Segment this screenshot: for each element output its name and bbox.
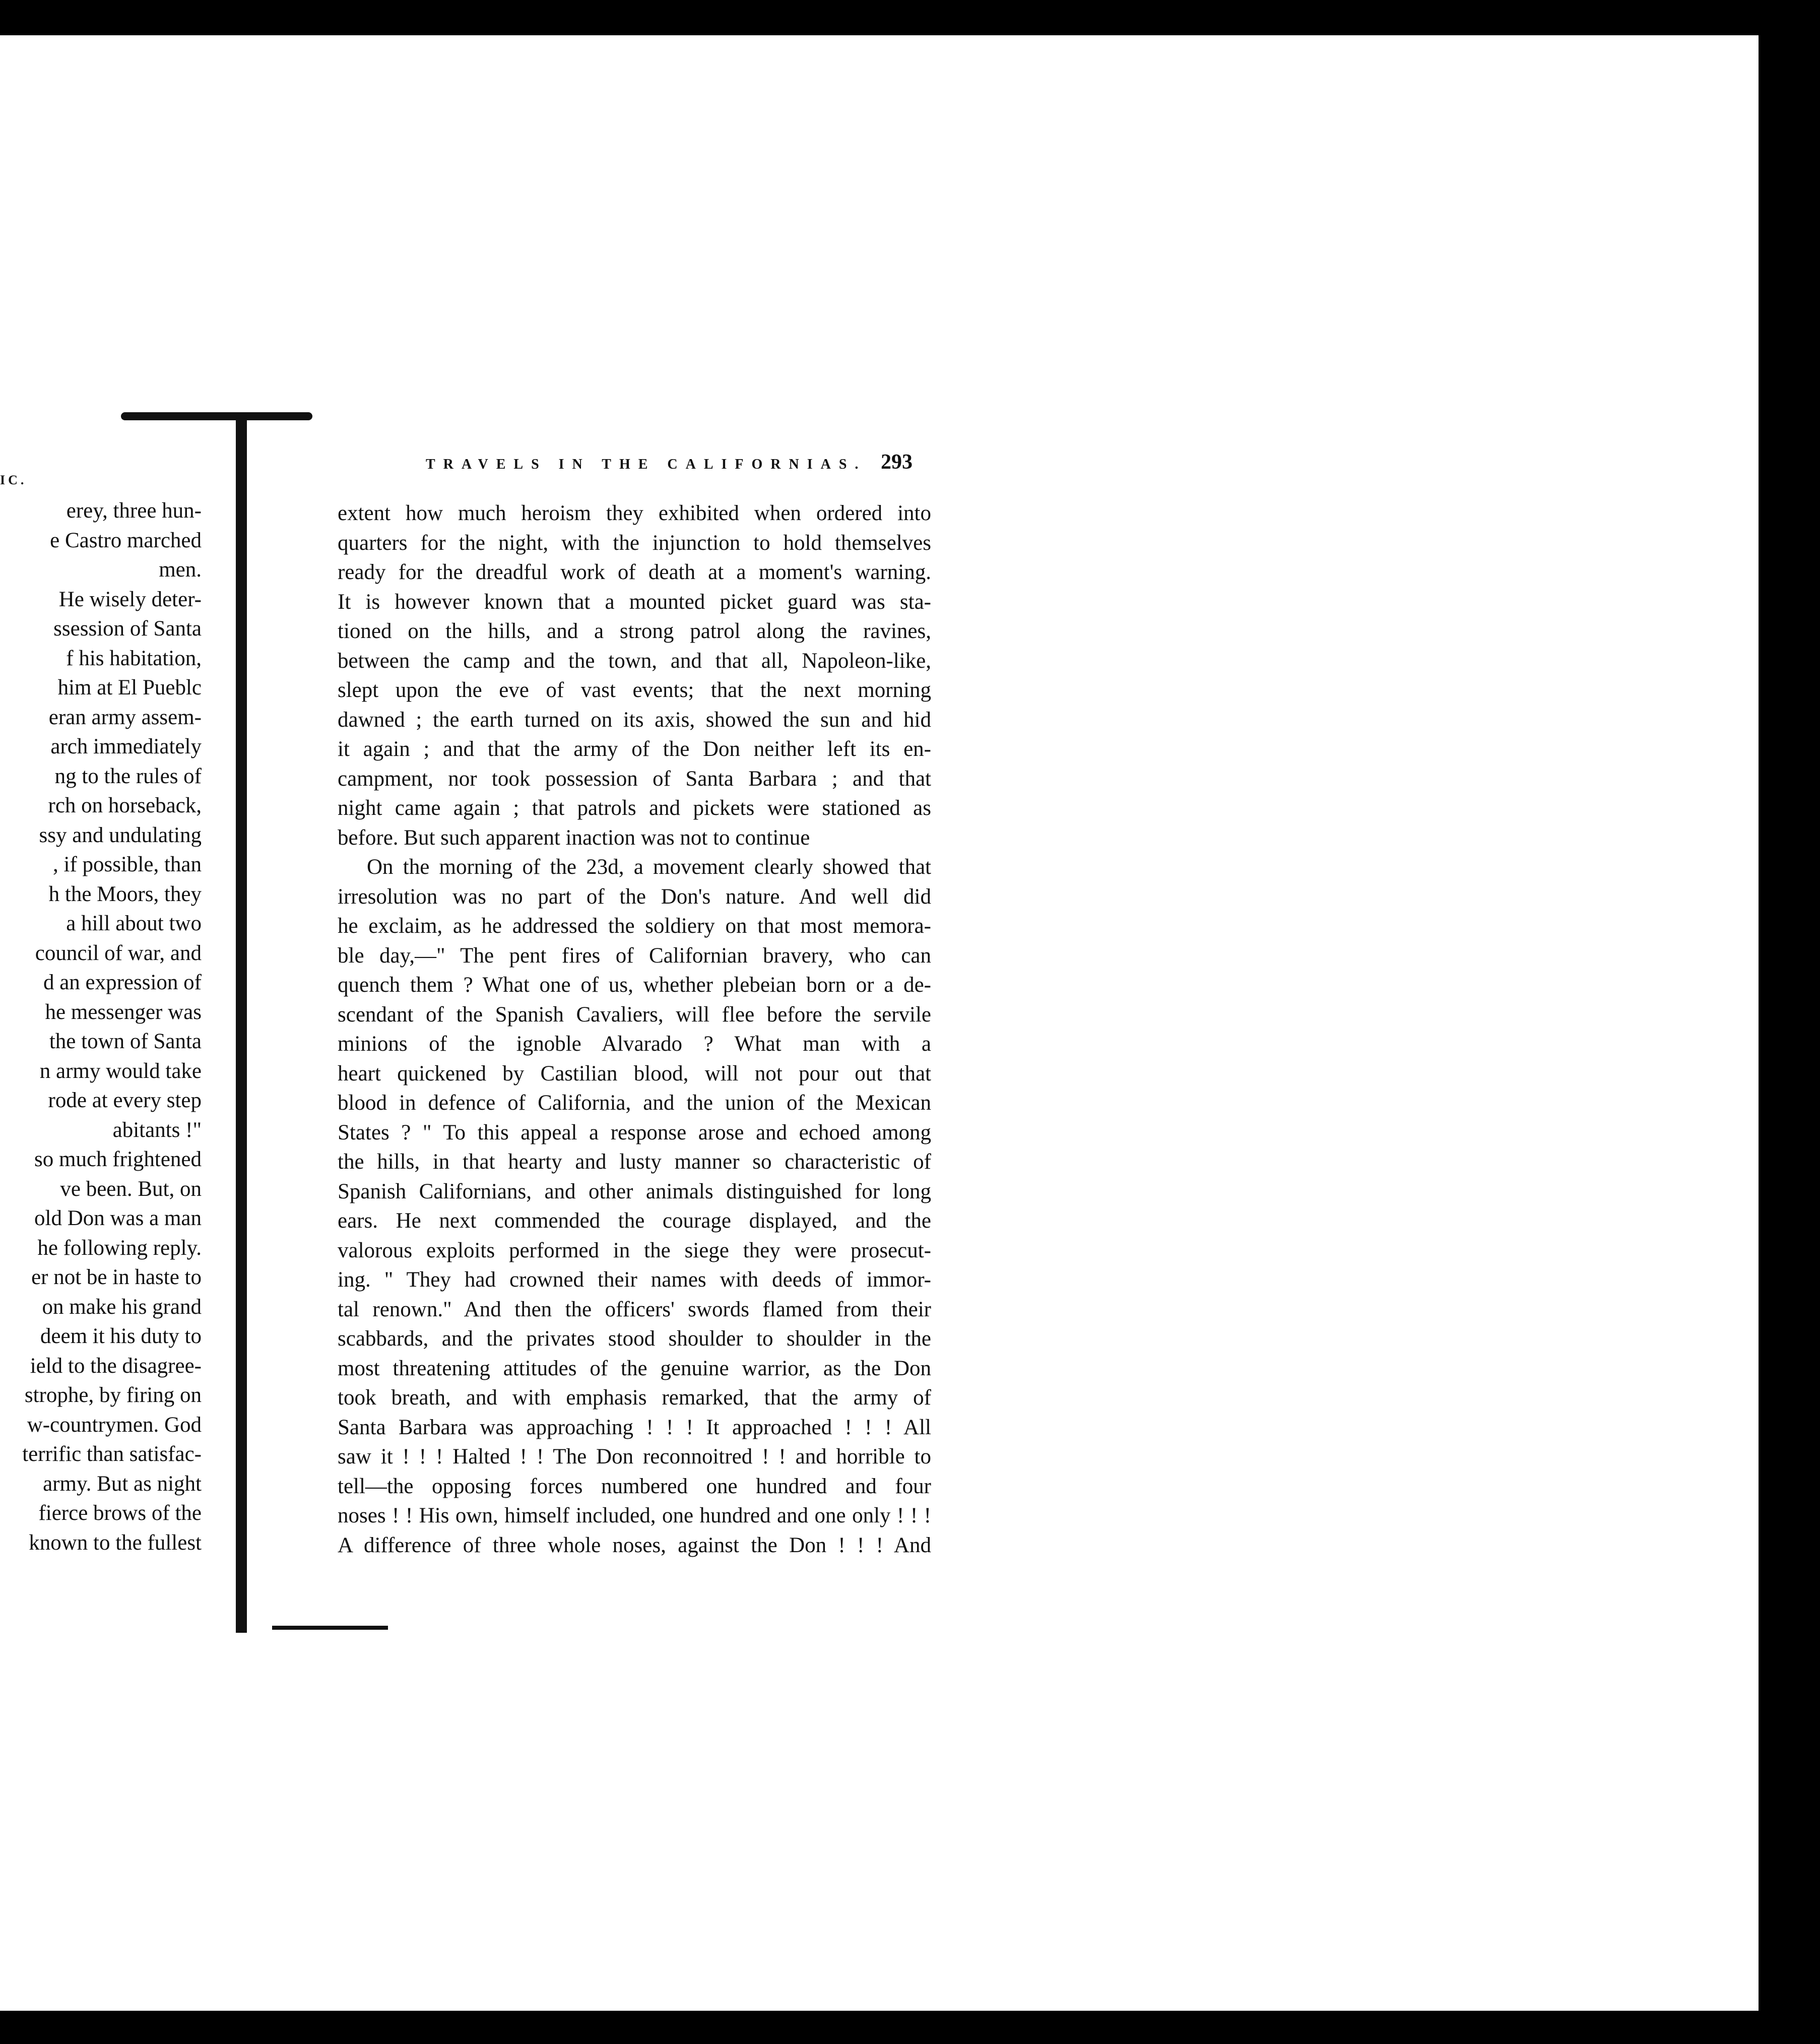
gutter-rule bbox=[236, 413, 247, 1633]
left-page-line: rch on horseback, bbox=[48, 794, 202, 817]
gutter-rule-top bbox=[121, 412, 312, 420]
body-line: States ? " To this appeal a response arose and echoed among bbox=[338, 1120, 931, 1144]
left-page-line: h the Moors, they bbox=[48, 882, 202, 906]
body-line: dawned ; the earth turned on its axis, showed the sun and hid bbox=[338, 708, 931, 732]
left-page-line: on make his grand bbox=[42, 1295, 202, 1319]
body-line: night came again ; that patrols and pickets were stationed as bbox=[338, 796, 931, 820]
left-page-line: erey, three hun- bbox=[66, 499, 202, 523]
left-page-line: army. But as night bbox=[43, 1472, 202, 1496]
left-page-line: ssy and undulating bbox=[39, 823, 202, 847]
left-page-line: w-countrymen. God bbox=[27, 1413, 202, 1437]
left-page-line: eran army assem- bbox=[48, 705, 202, 729]
left-page-line: ng to the rules of bbox=[54, 764, 202, 788]
body-line: extent how much heroism they exhibited when ordered into bbox=[338, 501, 931, 525]
body-line: Spanish Californians, and other animals distinguished for long bbox=[338, 1179, 931, 1203]
left-page-header-fragment: IC. bbox=[0, 473, 27, 487]
left-page-line: known to the fullest bbox=[29, 1530, 202, 1555]
page-number: 293 bbox=[881, 451, 913, 474]
body-line: before. But such apparent inaction was not to continue bbox=[338, 825, 810, 850]
running-head: TRAVELS IN THE CALIFORNIAS. bbox=[426, 457, 867, 472]
body-line: noses ! ! His own, himself included, one hundred and one only ! ! ! bbox=[338, 1504, 931, 1527]
body-line: ears. He next commended the courage displayed, and the bbox=[338, 1209, 931, 1233]
left-page-line: him at El Pueblc bbox=[57, 676, 202, 699]
left-page-line: rode at every step bbox=[48, 1089, 202, 1112]
body-line: between the camp and the town, and that all, Napoleon-like, bbox=[338, 649, 931, 673]
body-line: saw it ! ! ! Halted ! ! The Don reconnoitred ! ! and horrible to bbox=[338, 1445, 931, 1468]
body-line: heart quickened by Castilian blood, will not pour out that bbox=[338, 1061, 931, 1085]
body-line: tal renown." And then the officers' swords flamed from their bbox=[338, 1297, 931, 1321]
body-line: scabbards, and the privates stood shoulder to shoulder in the bbox=[338, 1327, 931, 1351]
body-line: A difference of three whole noses, against the Don ! ! ! And bbox=[338, 1533, 931, 1557]
left-page-line: n army would take bbox=[39, 1059, 202, 1083]
left-page-line: old Don was a man bbox=[34, 1206, 202, 1230]
left-page-line: terrific than satisfac- bbox=[22, 1442, 202, 1466]
left-page-line: er not be in haste to bbox=[31, 1265, 202, 1289]
left-page-line: council of war, and bbox=[35, 941, 202, 965]
body-line: tell—the opposing forces numbered one hundred and four bbox=[338, 1474, 931, 1498]
left-page-line: men. bbox=[159, 558, 202, 582]
left-page-line: abitants !" bbox=[112, 1118, 202, 1142]
body-line: quarters for the night, with the injunction to hold themselves bbox=[338, 531, 931, 555]
body-line: blood in defence of California, and the union of the Mexican bbox=[338, 1091, 931, 1115]
left-page-line: the town of Santa bbox=[49, 1030, 202, 1053]
left-page-line: he following reply. bbox=[37, 1236, 202, 1260]
body-line: ready for the dreadful work of death at a moment's warning. bbox=[338, 560, 931, 584]
left-page-line: f his habitation, bbox=[66, 646, 202, 670]
body-line: irresolution was no part of the Don's nature. And well did bbox=[338, 884, 931, 909]
body-line: he exclaim, as he addressed the soldiery on that most memora- bbox=[338, 914, 931, 938]
left-page-line: fierce brows of the bbox=[38, 1501, 202, 1525]
left-page-line: d an expression of bbox=[43, 971, 202, 994]
scan-border-bottom bbox=[0, 2011, 1820, 2044]
body-line: took breath, and with emphasis remarked, that the army of bbox=[338, 1386, 931, 1410]
body-line: Santa Barbara was approaching ! ! ! It approached ! ! ! All bbox=[338, 1415, 931, 1439]
body-line: campment, nor took possession of Santa Barbara ; and that bbox=[338, 766, 931, 791]
scan-border-right bbox=[1759, 0, 1820, 2044]
body-line: valorous exploits performed in the siege they were prosecut- bbox=[338, 1238, 931, 1262]
scan-border-top bbox=[0, 0, 1820, 35]
body-line: most threatening attitudes of the genuine warrior, as the Don bbox=[338, 1356, 931, 1380]
left-page-line: ve been. But, on bbox=[60, 1177, 202, 1201]
left-page-line: deem it his duty to bbox=[40, 1324, 202, 1348]
body-line: it again ; and that the army of the Don neither left its en- bbox=[338, 737, 931, 761]
body-line: It is however known that a mounted picket guard was sta- bbox=[338, 590, 931, 614]
page-body-text bbox=[338, 499, 931, 1560]
left-page-line: ield to the disagree- bbox=[30, 1354, 202, 1378]
left-page-line: so much frightened bbox=[34, 1147, 202, 1171]
left-page-line: He wisely deter- bbox=[58, 587, 202, 611]
left-page-line: e Castro marched bbox=[50, 528, 202, 552]
left-page-line: arch immediately bbox=[50, 735, 202, 758]
left-page-line: ssession of Santa bbox=[53, 617, 202, 641]
body-line: minions of the ignoble Alvarado ? What man with a bbox=[338, 1032, 931, 1056]
gutter-rule-bottom bbox=[272, 1626, 388, 1630]
body-line: tioned on the hills, and a strong patrol along the ravines, bbox=[338, 619, 931, 643]
left-page-line: a hill about two bbox=[66, 912, 202, 935]
body-line: ing. " They had crowned their names with deeds of immor- bbox=[338, 1268, 931, 1292]
left-page-line: he messenger was bbox=[45, 1000, 202, 1024]
body-line: On the morning of the 23d, a movement clearly showed that bbox=[367, 855, 931, 879]
body-line: the hills, in that hearty and lusty manner so characteristic of bbox=[338, 1150, 931, 1174]
left-page-line: , if possible, than bbox=[53, 853, 202, 876]
body-line: quench them ? What one of us, whether plebeian born or a de- bbox=[338, 973, 931, 997]
left-page-line: strophe, by firing on bbox=[24, 1383, 202, 1407]
body-line: ble day,—" The pent fires of Californian bravery, who can bbox=[338, 943, 931, 968]
body-line: slept upon the eve of vast events; that the next morning bbox=[338, 678, 931, 702]
body-line: scendant of the Spanish Cavaliers, will flee before the servile bbox=[338, 1002, 931, 1027]
